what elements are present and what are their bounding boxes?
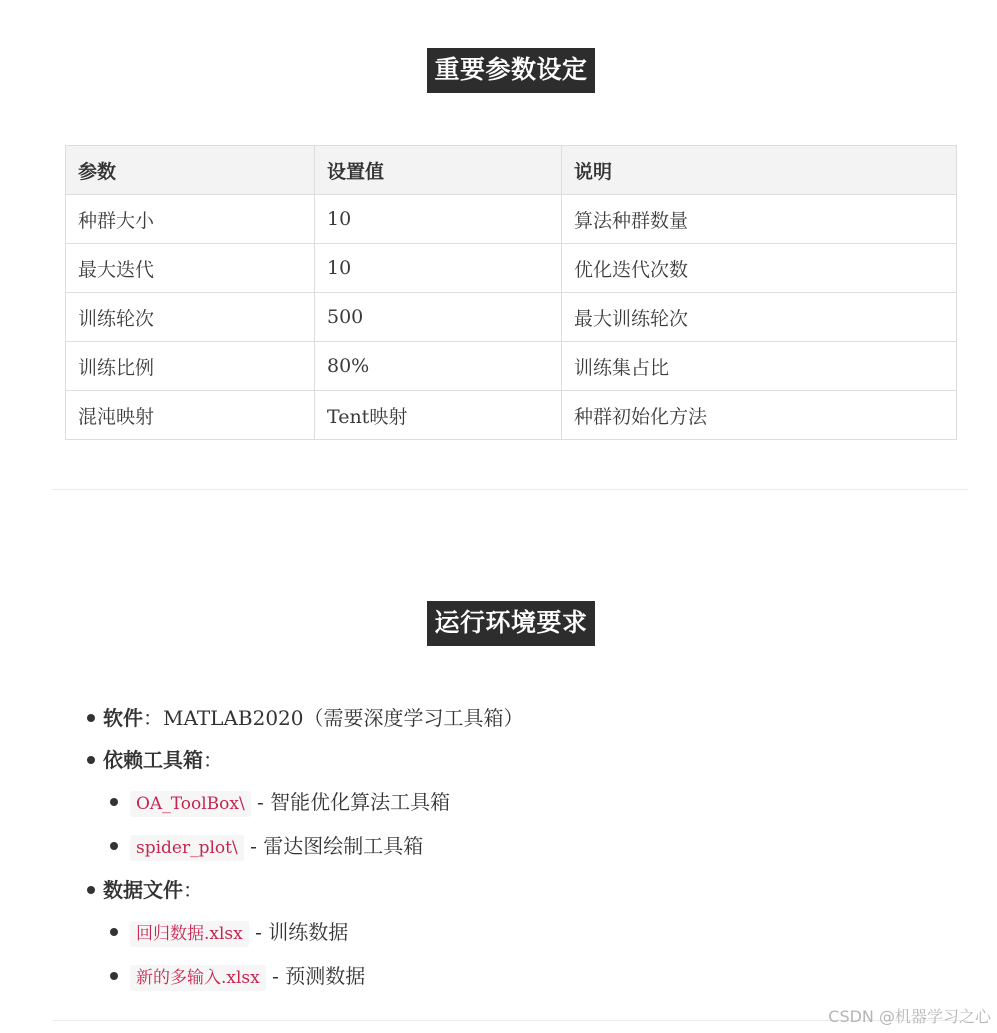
- section-heading-environment: [0, 601, 997, 646]
- bullet-icon: [110, 972, 118, 980]
- bullet-icon: [110, 798, 118, 806]
- table-cell: 最大迭代: [66, 244, 315, 293]
- table-cell: 500: [315, 293, 562, 342]
- section-title: 运行环境要求: [427, 601, 594, 646]
- sub-list-item: [103, 911, 524, 955]
- table-cell: 算法种群数量: [562, 195, 957, 244]
- table-cell: 最大训练轮次: [562, 293, 957, 342]
- toolbox-sublist: [103, 781, 524, 869]
- item-description: - 预测数据: [265, 964, 366, 988]
- inline-code: 回归数据.xlsx: [130, 921, 249, 947]
- label-colon: ：: [183, 878, 203, 902]
- bullet-icon: [110, 928, 118, 936]
- inline-code: OA_ToolBox\: [130, 791, 251, 817]
- label-colon: ：: [203, 748, 223, 772]
- sub-list-item: [103, 781, 524, 825]
- bullet-icon: [87, 886, 95, 894]
- item-label: 数据文件: [103, 878, 183, 902]
- item-description: - 训练数据: [248, 920, 349, 944]
- section-heading-parameters: [0, 48, 997, 93]
- item-description: - 雷达图绘制工具箱: [243, 834, 424, 858]
- section-title: 重要参数设定: [427, 48, 594, 93]
- table-cell: 10: [315, 244, 562, 293]
- item-label: 软件: [103, 706, 143, 730]
- column-header: 参数: [66, 146, 315, 195]
- environment-list: [85, 697, 524, 999]
- list-item-datafiles: [85, 869, 524, 999]
- table-cell: 混沌映射: [66, 391, 315, 440]
- section-divider: [52, 489, 968, 490]
- table-cell: 种群初始化方法: [562, 391, 957, 440]
- column-header: 设置值: [315, 146, 562, 195]
- table-row: [66, 342, 957, 391]
- table-cell: 优化迭代次数: [562, 244, 957, 293]
- bullet-icon: [87, 756, 95, 764]
- table-cell: 训练比例: [66, 342, 315, 391]
- datafile-sublist: [103, 911, 524, 999]
- bullet-icon: [110, 842, 118, 850]
- watermark: CSDN @机器学习之心: [828, 1007, 991, 1026]
- table-row: [66, 244, 957, 293]
- table-cell: 训练轮次: [66, 293, 315, 342]
- table-header-row: [66, 146, 957, 195]
- label-colon: ：: [143, 706, 163, 730]
- inline-code: spider_plot\: [130, 835, 244, 861]
- table-cell: 10: [315, 195, 562, 244]
- parameters-table: [65, 145, 957, 440]
- table-cell: Tent映射: [315, 391, 562, 440]
- item-label: 依赖工具箱: [103, 748, 203, 772]
- table-row: [66, 391, 957, 440]
- table-row: [66, 195, 957, 244]
- sub-list-item: [103, 825, 524, 869]
- inline-code: 新的多输入.xlsx: [130, 965, 266, 991]
- sub-list-item: [103, 955, 524, 999]
- list-item-toolboxes: [85, 739, 524, 869]
- column-header: 说明: [562, 146, 957, 195]
- table-cell: 80%: [315, 342, 562, 391]
- item-value: MATLAB2020（需要深度学习工具箱）: [163, 706, 524, 730]
- item-description: - 智能优化算法工具箱: [250, 790, 451, 814]
- table-cell: 种群大小: [66, 195, 315, 244]
- table-row: [66, 293, 957, 342]
- bullet-icon: [87, 714, 95, 722]
- list-item-software: [85, 697, 524, 739]
- table-cell: 训练集占比: [562, 342, 957, 391]
